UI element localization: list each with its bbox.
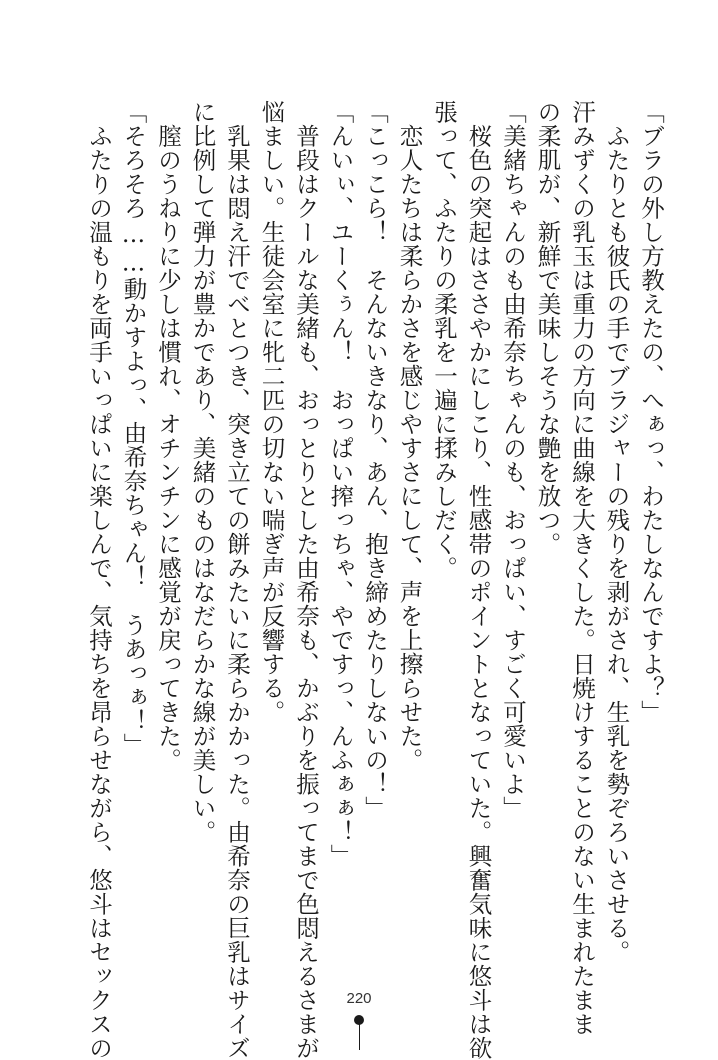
text-line: 「そろそろ……動かすよっ、由希奈ちゃん！ うあっぁ！」: [119, 100, 148, 757]
folio-line: [359, 1023, 360, 1050]
text-line: 「ブラの外し方教えたの、へぁっ、わたしなんですよ？」: [637, 100, 665, 724]
text-line: の柔肌が、新鮮で美味しそうな艶を放つ。: [533, 100, 562, 556]
text-line: 膣のうねりに少しは慣れ、オチンチンに感覚が戻ってきた。: [154, 100, 182, 772]
text-line: 悩ましい。生徒会室に牝二匹の切ない喘ぎ声が反響する。: [257, 100, 286, 724]
text-line: 「美緒ちゃんのも由希奈ちゃんのも、おっぱい、すごく可愛いよ」: [499, 100, 527, 820]
text-line: 桜色の突起はささやかにしこり、性感帯のポイントとなっていた。興奮気味に悠斗は欲: [464, 100, 493, 1060]
text-line: 汗みずくの乳玉は重力の方向に曲線を大きくした。日焼けすることのない生まれたまま: [568, 100, 596, 1036]
text-line: 「こっこら！ そんないきなり、あん、抱き締めたりしないの！」: [361, 100, 389, 820]
text-line: 恋人たちは柔らかさを感じやすさにして、声を上擦らせた。: [395, 100, 424, 772]
text-line: 「んいぃ、ユーくぅん！ おっぱい搾っちゃ、やですっ、んふぁぁ！」: [326, 100, 355, 868]
text-line: ふたりとも彼氏の手でブラジャーの残りを剥がされ、生乳を勢ぞろいさせる。: [602, 100, 631, 964]
text-line: に比例して弾力が豊かであり、美緒のものはなだらかな線が美しい。: [188, 100, 217, 844]
folio-marker-icon: [354, 1015, 364, 1050]
text-line: 乳果は悶え汗でべとつき、突き立ての餅みたいに柔らかかった。由希奈の巨乳はサイズ: [223, 100, 251, 1060]
text-line: 普段はクールな美緒も、おっとりとした由希奈も、かぶりを振ってまで色悶えるさまが: [292, 100, 320, 1060]
text-line: 張って、ふたりの柔乳を一遍に揉みしだく。: [430, 100, 458, 580]
text-line: ふたりの温もりを両手いっぱいに楽しんで、気持ちを昂らせながら、悠斗はセックスの: [85, 100, 113, 1060]
page-number: 220: [346, 990, 372, 1007]
